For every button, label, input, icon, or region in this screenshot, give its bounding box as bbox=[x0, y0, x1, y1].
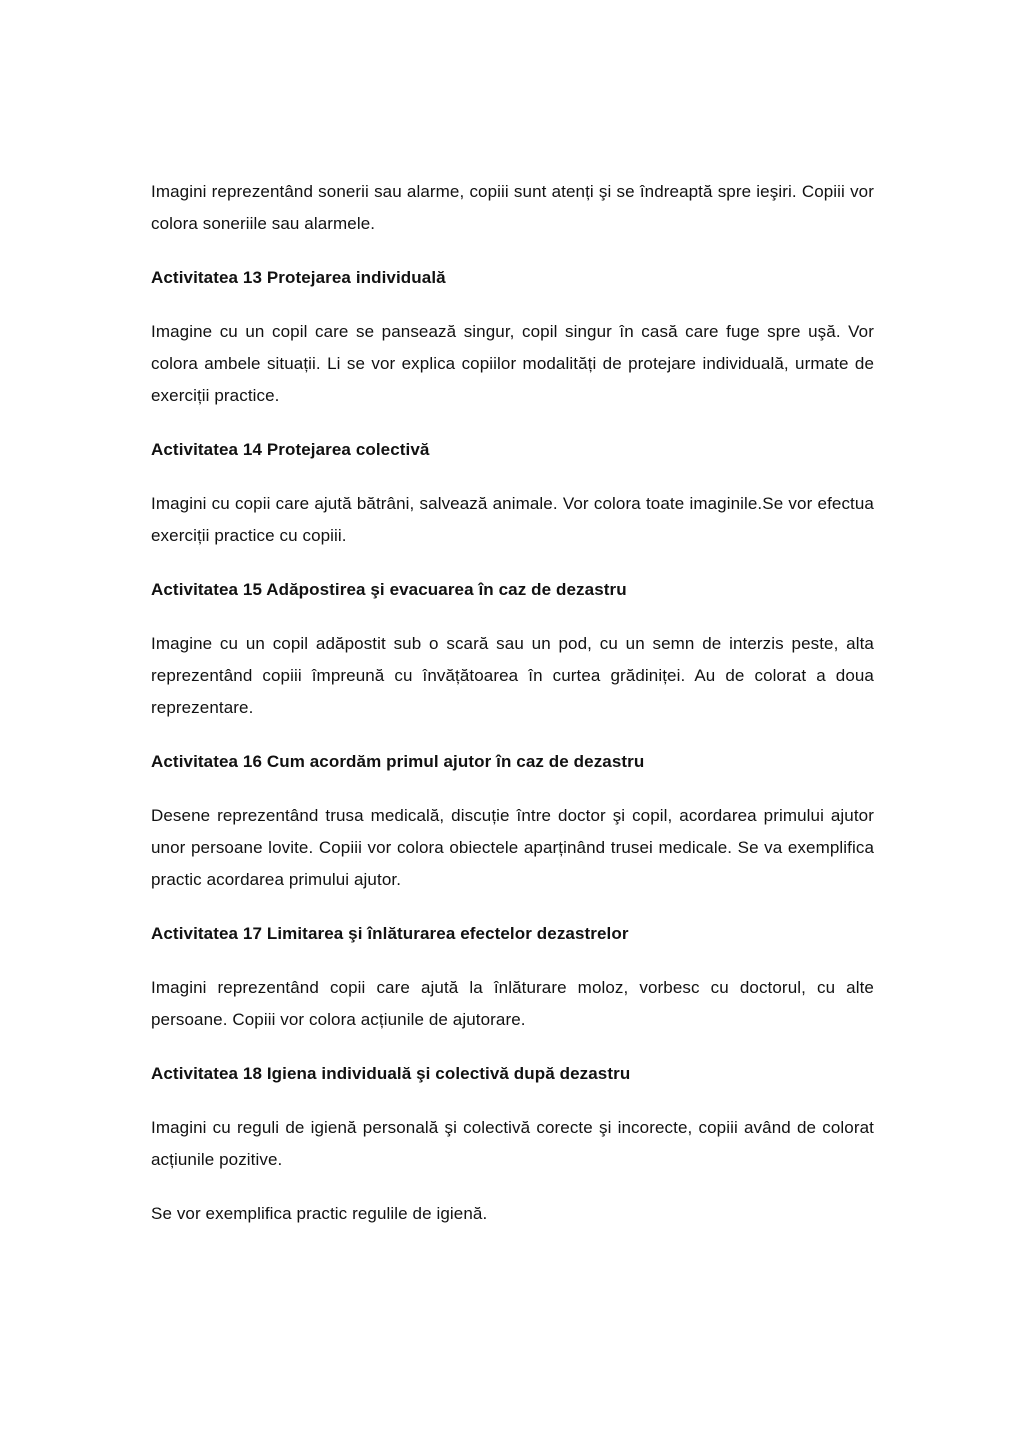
heading-activity-16: Activitatea 16 Cum acordăm primul ajutor în caz de dezastru bbox=[151, 752, 645, 771]
heading-activity-13: Activitatea 13 Protejarea individuală bbox=[151, 268, 446, 287]
paragraph-activity-13: Imagine cu un copil care se pansează singur, copil singur în casă care fuge spre uşă. Vor colora ambele situații. Li se vor explica copiilor modalități de protejare individuală, urmate de exerciții practice. bbox=[151, 322, 874, 405]
heading-activity-15: Activitatea 15 Adăpostirea şi evacuarea în caz de dezastru bbox=[151, 580, 627, 599]
paragraph-intro: Imagini reprezentând sonerii sau alarme, copiii sunt atenți şi se îndreaptă spre ieşiri. Copiii vor colora soneriile sau alarmele. bbox=[151, 182, 874, 233]
paragraph-activity-15: Imagine cu un copil adăpostit sub o scară sau un pod, cu un semn de interzis peste, alta reprezentând copiii împreună cu învățătoarea în curtea grădiniței. Au de colorat a doua reprezentare. bbox=[151, 634, 874, 717]
document-page bbox=[151, 176, 874, 1252]
paragraph-activity-17: Imagini reprezentând copii care ajută la înlăturare moloz, vorbesc cu doctorul, cu alte persoane. Copiii vor colora acțiunile de ajutorare. bbox=[151, 978, 874, 1029]
paragraph-hygiene-practice: Se vor exemplifica practic regulile de igienă. bbox=[151, 1204, 488, 1223]
paragraph-activity-14: Imagini cu copii care ajută bătrâni, salvează animale. Vor colora toate imaginile.Se vor efectua exerciții practice cu copiii. bbox=[151, 494, 874, 545]
paragraph-activity-16: Desene reprezentând trusa medicală, discuție între doctor şi copil, acordarea primului ajutor unor persoane lovite. Copiii vor colora obiectele aparținând trusei medicale. Se va exemplifica practic acordarea primului ajutor. bbox=[151, 806, 874, 889]
heading-activity-14: Activitatea 14 Protejarea colectivă bbox=[151, 440, 430, 459]
heading-activity-17: Activitatea 17 Limitarea şi înlăturarea efectelor dezastrelor bbox=[151, 924, 629, 943]
paragraph-activity-18: Imagini cu reguli de igienă personală şi colectivă corecte şi incorecte, copiii având de colorat acțiunile pozitive. bbox=[151, 1118, 874, 1169]
heading-activity-18: Activitatea 18 Igiena individuală şi colectivă după dezastru bbox=[151, 1064, 631, 1083]
